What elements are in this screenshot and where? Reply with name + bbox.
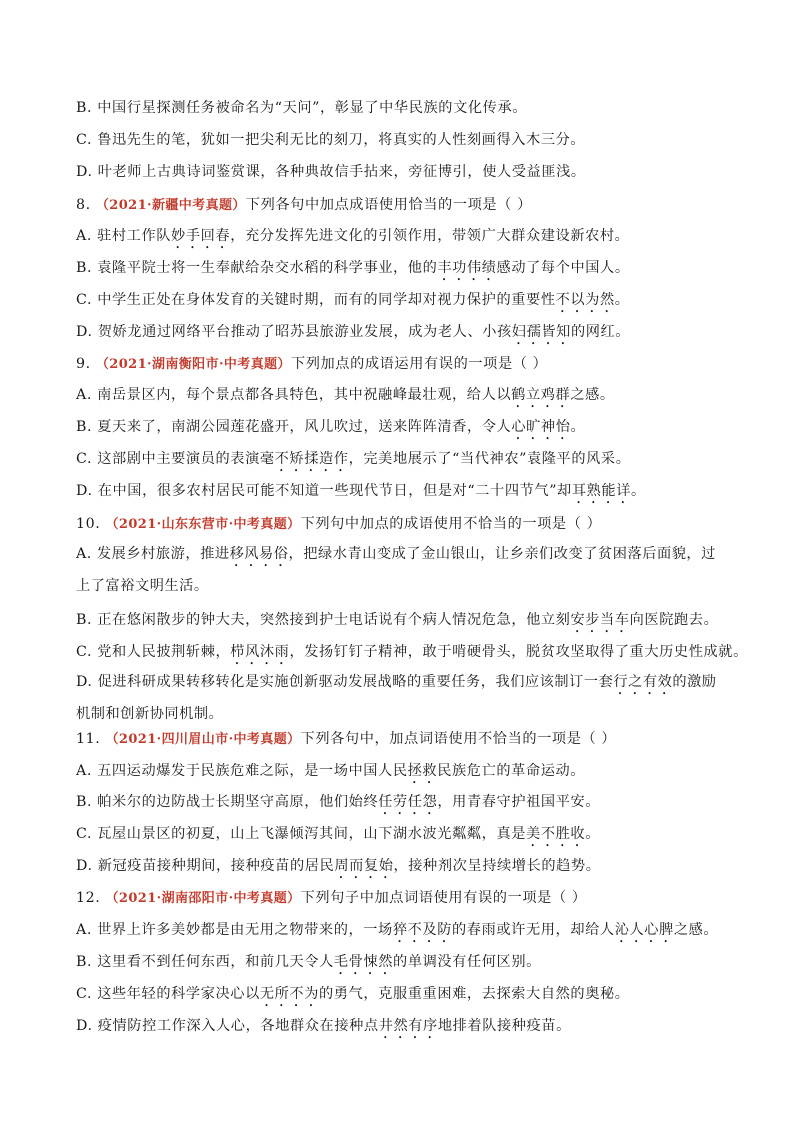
option-text: ，接种剂次呈持续增长的趋势。 (393, 858, 601, 874)
question-10-option-c (76, 642, 748, 668)
question-source: （2021·四川眉山市·中考真题） (105, 732, 301, 747)
option-prev-b (76, 98, 527, 118)
option-text: ，用青春守护祖国平安。 (437, 794, 601, 810)
question-8-option-c (76, 290, 630, 316)
option-letter: D. (76, 324, 93, 340)
option-text: 的春雨或许无用，却给人 (452, 922, 615, 938)
marked-phrase: 耳熟能详 (571, 483, 631, 499)
option-text: 袁隆平院士将一生奉献给杂交水稻的科学事业，他的 (97, 260, 438, 276)
question-9-option-d (76, 481, 646, 507)
option-letter: B. (76, 794, 93, 810)
marked-phrase: 妙手回春 (171, 228, 231, 244)
marked-phrase: 毛骨悚然 (333, 954, 394, 970)
option-text: 感动了每个中国人。 (496, 260, 630, 276)
option-text: 这部剧中主要演员的表演毫 (97, 451, 275, 467)
question-stem: 下列各句中，加点词语使用不恰当的一项是（ ） (300, 731, 617, 747)
option-text: 叶老师上古典诗词鉴赏课，各种典故信手拈来，旁征博引，使人受益匪浅。 (97, 164, 586, 180)
option-letter: A. (76, 387, 92, 403)
option-text: 之感。 (570, 387, 615, 403)
option-letter: D. (76, 1018, 93, 1034)
marked-phrase: 安步当车 (570, 612, 630, 628)
option-letter: B. (76, 260, 93, 276)
option-text: 中学生正处在身体发育的关键时期，而有的同学却对视力保护的重要性 (97, 292, 556, 308)
option-text: 促进科研成果转移转化是实施创新驱动发展战略的重要任务，我们应该制订一套 (97, 674, 614, 690)
option-text: 这些年轻的科学家决心以 (97, 986, 260, 1002)
option-text: 。 (631, 483, 646, 499)
option-letter: D. (76, 483, 93, 499)
question-stem: 下列句子中加点词语使用有误的一项是（ ） (300, 890, 587, 906)
marked-phrase: 移风易俗 (229, 546, 289, 562)
option-letter: B. (76, 954, 93, 970)
option-letter: C. (76, 292, 93, 308)
option-text: ，完美地展示了“当代神农”袁隆平的风采。 (348, 451, 631, 467)
question-number: 10. (76, 516, 101, 532)
option-letter: A. (76, 546, 92, 562)
option-letter: B. (76, 612, 93, 628)
question-10-header (76, 514, 601, 535)
option-letter: C. (76, 826, 93, 842)
question-9-option-b (76, 417, 585, 443)
option-letter: B. (76, 419, 93, 435)
question-number: 8. (76, 197, 91, 213)
question-12-option-a (76, 920, 718, 946)
option-letter: B. (76, 100, 93, 116)
option-text: ，发扬钉钉子精神，敢于啃硬骨头，脱贫攻坚取得了重大历史性成就。 (289, 644, 748, 660)
question-9-header (76, 354, 547, 375)
marked-phrase: 美不胜收 (526, 826, 586, 842)
question-11-option-a (76, 761, 585, 787)
question-source: （2021·新疆中考真题） (95, 198, 246, 213)
option-text: ，把绿水青山变成了金山银山，让乡亲们改变了贫困落后面貌，过上了富裕文明生活。 (76, 546, 716, 594)
option-text: 疫情防控工作深入人心，各地群众在接种点 (97, 1018, 379, 1034)
question-9-option-c (76, 449, 630, 475)
option-letter: D. (76, 674, 93, 690)
question-number: 12. (76, 890, 101, 906)
question-11-option-b (76, 792, 600, 818)
option-text: 帕米尔的边防战士长期坚守高原，他们始终 (97, 794, 379, 810)
question-8-header (76, 195, 532, 216)
option-letter: D. (76, 858, 93, 874)
option-text: 的勇气，克服重重困难，去探索大自然的奥秘。 (319, 986, 630, 1002)
option-text: 南岳景区内，每个景点都各具特色，其中祝融峰最壮观，给人以 (97, 387, 512, 403)
marked-phrase: 周而复始 (334, 858, 394, 874)
option-letter: C. (76, 451, 93, 467)
option-text: ，充分发挥先进文化的引领作用，带领广大群众建设新农村。 (230, 228, 630, 244)
question-source: （2021·湖南衡阳市·中考真题） (95, 357, 291, 372)
marked-phrase: 井然有序 (378, 1018, 438, 1034)
option-text: 驻村工作队 (97, 228, 172, 244)
option-text: 的网红。 (570, 324, 631, 340)
option-text: 世界上许多美妙都是由无用之物带来的，一场 (97, 922, 393, 938)
option-text: 。 (570, 419, 586, 435)
question-stem: 下列各句中加点成语使用恰当的一项是（ ） (245, 197, 532, 213)
option-text: 这里看不到任何东西，和前几天令人 (97, 954, 334, 970)
option-text: 贺娇龙通过网络平台推动了昭苏县旅游业发展，成为老人、小孩 (97, 324, 512, 340)
option-text: 瓦屋山景区的初夏，山上飞瀑倾泻其间，山下湖水波光粼粼，真是 (97, 826, 527, 842)
question-12-option-b (76, 952, 541, 978)
marked-phrase: 不矫揉造作 (274, 451, 349, 467)
option-letter: C. (76, 132, 93, 148)
question-11-option-c (76, 824, 600, 850)
question-11-header (76, 729, 616, 750)
option-prev-d (76, 162, 586, 182)
option-text: 向医院跑去。 (629, 612, 719, 628)
question-source: （2021·湖南邵阳市·中考真题） (105, 891, 301, 906)
option-text: 党和人民披荆斩棘， (97, 644, 231, 660)
option-text: 五四运动爆发于民族危难之际，是一场中国人民 (97, 763, 408, 779)
marked-phrase: 猝不及防 (392, 922, 453, 938)
question-stem: 下列句中加点的成语使用不恰当的一项是（ ） (300, 516, 602, 532)
question-8-option-b (76, 258, 630, 284)
question-number: 11. (76, 731, 101, 747)
option-letter: D. (76, 164, 93, 180)
marked-phrase: 心旷神怡 (511, 419, 571, 435)
question-8-option-d (76, 322, 630, 348)
option-text: 民族危亡的革命运动。 (437, 763, 586, 779)
question-12-option-c (76, 984, 630, 1010)
marked-phrase: 任劳任怨 (378, 794, 438, 810)
option-text: 鲁迅先生的笔，犹如一把尖利无比的刻刀，将真实的人性刻画得入木三分。 (97, 132, 586, 148)
option-text: 地排着队接种疫苗。 (437, 1018, 571, 1034)
marked-phrase: 鹤立鸡群 (511, 387, 571, 403)
option-text: 发展乡村旅游，推进 (96, 546, 230, 562)
question-10-option-d (76, 666, 726, 730)
question-stem: 下列加点的成语运用有误的一项是（ ） (290, 356, 548, 372)
question-10-option-b (76, 610, 718, 636)
option-text: 的激励机制和创新协同机制。 (76, 674, 717, 722)
option-letter: A. (76, 228, 92, 244)
option-letter: A. (76, 763, 92, 779)
question-source: （2021·山东东营市·中考真题） (105, 517, 301, 532)
option-text: 夏天来了，南湖公园莲花盛开，风儿吹过，送来阵阵清香，令人 (97, 419, 512, 435)
question-12-header (76, 888, 587, 909)
option-text: 在中国，很多农村居民可能不知道一些现代节日，但是对“二十四节气”却 (97, 483, 572, 499)
option-text: 中国行星探测任务被命名为“天问”，彰显了中华民族的文化传承。 (97, 100, 528, 116)
question-number: 9. (76, 356, 91, 372)
option-letter: C. (76, 644, 93, 660)
option-prev-c (76, 130, 585, 150)
option-letter: C. (76, 986, 93, 1002)
marked-phrase: 不以为然 (555, 292, 615, 308)
marked-phrase: 无所不为 (259, 986, 320, 1002)
marked-phrase: 丰功伟绩 (437, 260, 497, 276)
question-11-option-d (76, 856, 601, 882)
option-text: 之感。 (673, 922, 719, 938)
option-text: 。 (614, 292, 630, 308)
question-10-option-a (76, 538, 726, 602)
marked-phrase: 拯救 (407, 763, 438, 779)
marked-phrase: 栉风沐雨 (230, 644, 290, 660)
option-text: 正在悠闲散步的钟大夫，突然接到护士电话说有个病人情况危急，他立刻 (97, 612, 571, 628)
question-9-option-a (76, 385, 615, 411)
question-8-option-a (76, 226, 629, 252)
option-letter: A. (76, 922, 92, 938)
question-12-option-d (76, 1016, 571, 1042)
marked-phrase: 妇孺皆知 (511, 324, 571, 340)
option-text: 的单调没有任何区别。 (393, 954, 541, 970)
marked-phrase: 行之有效 (613, 674, 673, 690)
option-text: 新冠疫苗接种期间，接种疫苗的居民 (97, 858, 335, 874)
option-text: 。 (585, 826, 600, 842)
marked-phrase: 沁人心脾 (614, 922, 674, 938)
